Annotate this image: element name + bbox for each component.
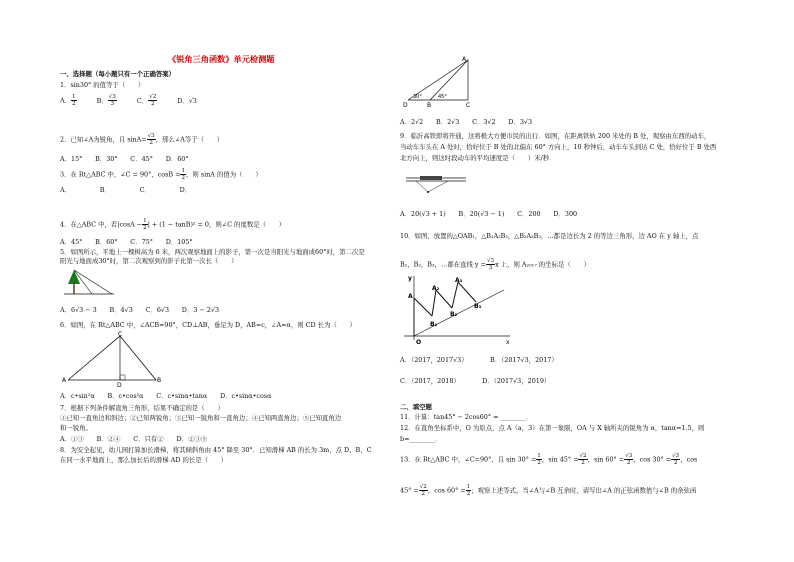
question-6: 6．如图，在 Rt△ABC 中，∠ACB=90°，CD⊥AB，垂足为 D，AB=c，∠A=α，则 CD 长为（ ） [60,321,357,329]
label-a: A [462,56,467,63]
question-9-options: A．20(√3 + 1) B．20(√3 − 1) C．200 D．300 [400,210,578,218]
question-6-options: A．c•sin²α B．c•cos²α C．c•sinα•tanα D．c•sinα•cosα [60,392,272,400]
question-10-options-2: C．（2017，2018） D．（2017√3，2019） [400,377,551,385]
question-4-options: A．45° B．60° C．75° D．105° [60,238,193,246]
question-9-line1: 9．临沂高铁即将开通，这将极大方便市民的出行．如图，在距离铁轨 200 米处的 B 处，观察由东西的动车， [400,132,711,140]
question-4: 4．在△ABC 中，若|cosA − $\frac{1}{2}$ | + (1 − tanB)² = 0，则∠C 的度数是（ ） [60,218,286,231]
label-d: D [403,102,408,108]
question-12-line2: b=________． [400,435,442,443]
figure-slide [400,56,478,108]
label-c: C [118,331,123,338]
question-2-options: A．15° B．30° C．45° D．60° [60,155,189,163]
question-5-line2: 阳光与地面成30°时，第二次观察到的影子比第一次长（ ） [60,257,238,265]
question-7-options: A．①③ B．②④ C．只有② D．②③⑤ [60,435,208,443]
question-3-options: A． B． C． D． [60,186,192,194]
label-a3: A₃ [455,277,463,284]
label-a: A [408,293,413,300]
question-10-line2: B₁，B₂，B₃，…都在直线 y = $\frac{√3}{3}$ x 上，则 A₂₀₁₇ 的坐标是（ ） [400,258,590,271]
question-7-line2: ①已知一直角边和斜边；②已知两锐角；③已知一锐角和一直角边；④已知两直角边；⑤已知直角边 [60,414,342,422]
question-1: 1．sin30° 的值等于（ ） [60,81,145,89]
figure-right-triangle [60,330,165,388]
section-fill-heading: 二、填空题 [400,403,432,411]
question-10-options-1: A．（2017，2017√3） B．（2017√3，2017） [400,356,558,364]
section-choice-heading: 一、选择题（每小题只有一个正确答案） [60,70,176,78]
page-title: 《锐角三角函数》单元检测题 [168,54,275,64]
question-8-line2: 在同一水平地面上，那么加长后的滑梯 AD 的长是（ ） [60,456,228,464]
question-5-line1: 5．如图所示，平地上一棵树高为 6 米，两次观察地面上的影子，第一次是当阳光与地面成60°时，第二次是 [60,248,365,256]
label-b3: B₃ [474,303,482,310]
question-9-line2: 当动车车头在 A 处时，恰好位于 B 处的北偏东 60° 方向上，10 秒钟后，动车车头到达 C 处，恰好位于 B 处西 [400,143,717,151]
question-9-line3: 北方向上，则这时段动车的平均速度是（ ）米/秒． [400,154,556,162]
label-o: O [416,339,422,346]
question-8-options: A．2√2 B．2√3 C．3√2 D．3√3 [400,118,533,126]
figure-tree-shadow [62,266,114,298]
label-y: y [408,275,412,282]
question-13-line1: 13．在 Rt△ABC 中，∠C=90°，且 sin 30° = $\frac{1}{2}$ ，sin 45° = $\frac{√2}{2}$ ，sin 60° = $\frac{√3}{2}$ ，cos 30° = $\frac{√3}{2}$ ，cos [400,453,698,466]
question-1-options: A． $\frac{1}{2}$ B． $\frac{√3}{3}$ C． $\frac{√2}{2}$ D．√3 [60,94,197,107]
label-c: C [466,102,471,108]
label-a2: A₂ [432,285,440,292]
question-8-line1: 8．为安全起见，幼儿园打算加长滑梯，将其倾斜角由 45° 降至 30°．已知滑梯 AB 的长为 3m，点 D、B、C [60,446,372,454]
label-a: A [62,377,67,384]
question-7-line1: 7．根据下列条件解直角三角形，结果不确定的是（ ） [60,404,224,412]
label-b2: B₂ [450,311,458,318]
figure-train-track [404,170,468,198]
figure-equilateral-triangles [400,274,512,346]
question-13-line2: 45° = $\frac{√2}{2}$ ，cos 60° = $\frac{1}{2}$ ；观察上述等式，当∠A与∠B 互余时，请写出∠A 的正弦函数值与∠B 的余弦函 [400,484,697,497]
label-b: B [157,377,162,384]
label-b1: B₁ [430,321,438,328]
question-2: 2．已知∠A为锐角，且 sinA= $\frac{√3}{2}$ ，那么∠A等于（ ） [60,133,224,146]
question-3: 3．在 Rt△ABC 中，∠C = 90°，cosB = $\frac{1}{2}$ ，则 sinA 的值为（ ） [60,168,262,181]
question-11: 11．计算：tan45° − 2cos60° = ________． [400,413,533,421]
question-5-options: A．6√3 − 3 B．4√3 C．6√3 D．3 − 2√3 [60,306,220,314]
label-45: 45° [438,94,447,100]
label-30: 30° [413,94,422,100]
question-12-line1: 12．在直角坐标系中，O 为原点，点 A（a，3）在第一象限，OA 与 X 轴所夹的锐角为 α，tanα=1.5，则 [400,424,705,432]
label-d: D [117,382,122,388]
label-b: B [427,102,432,108]
question-7-line3: 和一锐角。 [60,424,92,432]
question-10-line1: 10．如图，放置的△OAB₁，△B₁A₂B₂，△B₂A₃B₃，…都是边长为 2 的等边三角形，边 AO 在 y 轴上，点 [400,232,699,240]
label-x: x [506,339,510,346]
